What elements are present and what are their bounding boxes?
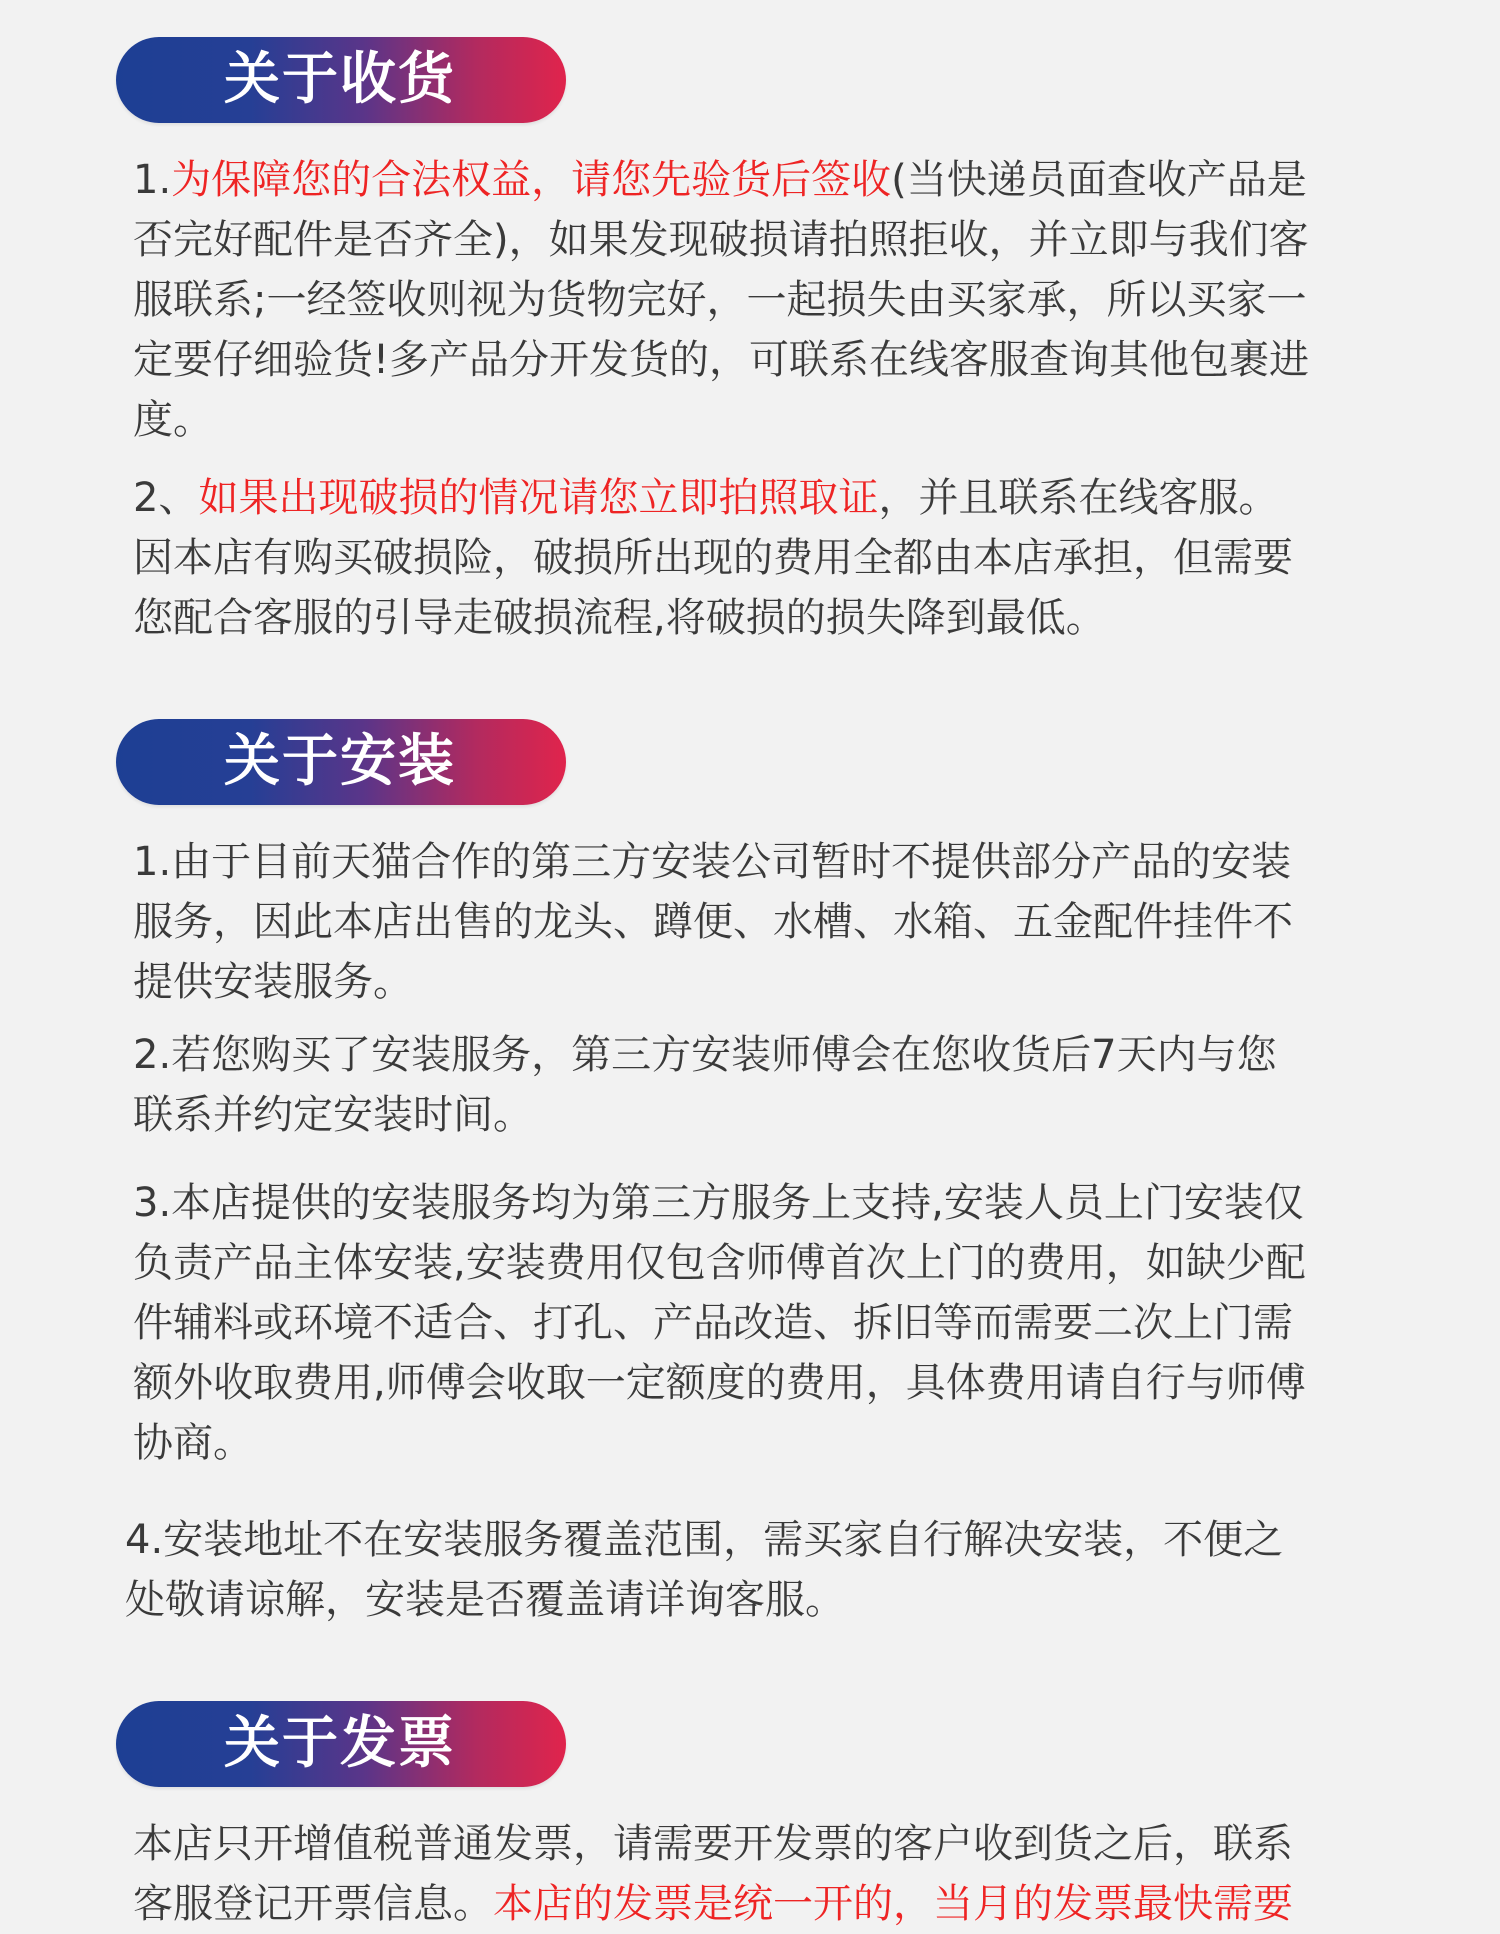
body-text: 协商。 — [133, 1420, 253, 1466]
text-line — [133, 390, 1309, 450]
body-text: 客服登记开票信息。 — [133, 1881, 493, 1927]
text-line — [133, 1293, 1306, 1353]
text-line — [133, 832, 1293, 892]
text-line — [133, 150, 1309, 210]
section-header-invoice — [116, 1701, 566, 1787]
body-text: 1. — [133, 157, 172, 203]
highlight-text: 本店的发票是统一开的，当月的发票最快需要 — [493, 1881, 1293, 1927]
body-text: 负责产品主体安装,安装费用仅包含师傅首次上门的费用，如缺少配 — [133, 1240, 1306, 1286]
section-title: 关于发票 — [224, 1711, 456, 1776]
section-title: 关于收货 — [224, 47, 456, 112]
body-text: 提供安装服务。 — [133, 959, 413, 1005]
text-line — [125, 1570, 1283, 1630]
paragraph — [133, 1173, 1306, 1473]
highlight-text: 如果出现破损的情况请您立即拍照取证 — [198, 475, 879, 521]
text-line — [133, 1413, 1306, 1473]
body-text: 3.本店提供的安装服务均为第三方服务上支持,安装人员上门安装仅 — [133, 1180, 1304, 1226]
paragraph — [133, 1814, 1293, 1934]
text-line — [133, 528, 1293, 588]
body-text: 定要仔细验货!多产品分开发货的，可联系在线客服查询其他包裹进 — [133, 337, 1310, 383]
body-text: 您配合客服的引导走破损流程,将破损的损失降到最低。 — [133, 595, 1106, 641]
paragraph — [133, 150, 1309, 450]
body-text: 服联系;一经签收则视为货物完好，一起损失由买家承，所以买家一 — [133, 277, 1307, 323]
body-text: 度。 — [133, 397, 213, 443]
text-line — [133, 1025, 1277, 1085]
body-text: ，并且联系在线客服。 — [878, 475, 1279, 521]
text-line — [133, 330, 1309, 390]
body-text: 本店只开增值税普通发票，请需要开发票的客户收到货之后，联系 — [133, 1821, 1293, 1867]
text-line — [133, 1173, 1306, 1233]
paragraph — [133, 468, 1293, 648]
body-text: 1.由于目前天猫合作的第三方安装公司暂时不提供部分产品的安装 — [133, 839, 1292, 885]
paragraph — [133, 1025, 1277, 1145]
body-text: 件辅料或环境不适合、打孔、产品改造、拆旧等而需要二次上门需 — [133, 1300, 1293, 1346]
body-text: 服务，因此本店出售的龙头、蹲便、水槽、水箱、五金配件挂件不 — [133, 899, 1293, 945]
highlight-text: 为保障您的合法权益，请您先验货后签收 — [171, 157, 892, 203]
text-line — [133, 1814, 1293, 1874]
body-text: 否完好配件是否齐全)，如果发现破损请拍照拒收，并立即与我们客 — [133, 217, 1309, 263]
section-title: 关于安装 — [224, 729, 456, 794]
body-text: 2.若您购买了安装服务，第三方安装师傅会在您收货后7天内与您 — [133, 1032, 1277, 1078]
text-line — [133, 1874, 1293, 1934]
section-header-installation — [116, 719, 566, 805]
text-line — [133, 270, 1309, 330]
body-text: (当快递员面查收产品是 — [891, 157, 1307, 203]
text-line — [133, 468, 1293, 528]
text-line — [133, 952, 1293, 1012]
body-text: 处敬请谅解，安装是否覆盖请详询客服。 — [125, 1577, 845, 1623]
text-line — [133, 1353, 1306, 1413]
text-line — [133, 210, 1309, 270]
paragraph — [133, 832, 1293, 1012]
body-text: 4.安装地址不在安装服务覆盖范围，需买家自行解决安装，不便之 — [125, 1517, 1284, 1563]
text-line — [133, 1233, 1306, 1293]
text-line — [133, 1085, 1277, 1145]
body-text: 额外收取费用,师傅会收取一定额度的费用，具体费用请自行与师傅 — [133, 1360, 1306, 1406]
text-line — [133, 588, 1293, 648]
paragraph — [125, 1510, 1283, 1630]
section-header-receiving — [116, 37, 566, 123]
body-text: 因本店有购买破损险，破损所出现的费用全都由本店承担，但需要 — [133, 535, 1293, 581]
text-line — [125, 1510, 1283, 1570]
body-text: 联系并约定安装时间。 — [133, 1092, 533, 1138]
body-text: 2、 — [133, 475, 199, 521]
text-line — [133, 892, 1293, 952]
